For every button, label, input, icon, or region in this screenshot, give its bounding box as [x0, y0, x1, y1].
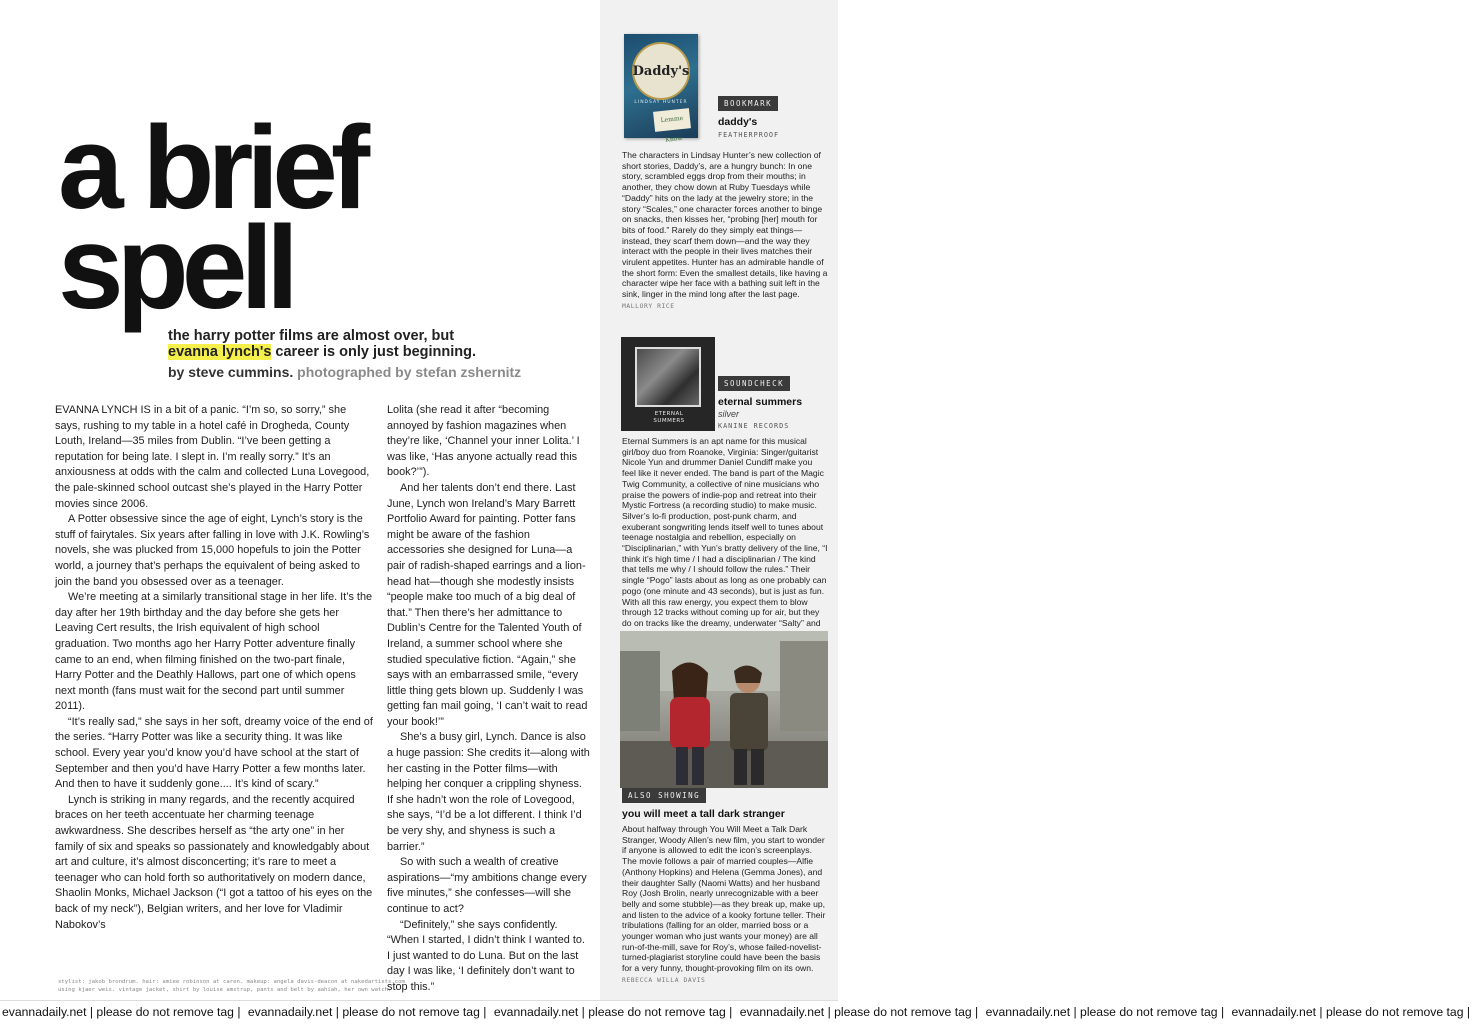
byline-photographer: photographed by stefan zshernitz	[293, 364, 522, 380]
soundcheck-label: KANINE RECORDS	[718, 422, 790, 430]
headline-line-1: a brief	[58, 102, 364, 234]
bookmark-label: FEATHERPROOF	[718, 131, 780, 139]
also-showing-title: you will meet a tall dark stranger	[622, 808, 785, 820]
soundcheck-text: Eternal Summers is an apt name for this musical girl/boy duo from Roanoke, Virginia: Singer/guitarist Nicole Yun and drummer Daniel Cundiff make you feel like it never ended. The band is part of the Magic Twig Community, a collective of nine musicians who praise the powers of indie-pop and retreat into their Mystic Fortress (a recording studio) to make music. Silver’s lo-fi production, post-punk charm, and exuberant songwriting lends itself well to tunes about teenage nostalgia and rebellion, especially on “Disciplinarian,” with Yun’s bratty delivery of the line, “I think it’s high time / I had a disciplinarian / The kind that tells me why / I should follow the rules.” Their single “Pogo” lasts about as long as one probably can pogo (one minute and 43 seconds), but is just as fun. With all this raw energy, you expect them to blow through 12 tracks without coming up for air, but they do on tracks like the dreamy, underwater “Salty” and	[622, 436, 828, 628]
paragraph: “It’s really sad,” she says in her soft, dreamy voice of the end of the series. “Harry Potter was like a security thing. It was like school. Every year you’d know you’d have school at the start of September and then you’d have Harry Potter a few months later. And then to have it suddenly gone.... It’s kind of scary.”	[55, 715, 373, 791]
album-cover-text: ETERNAL SUMMERS	[653, 411, 685, 424]
also-showing-text: About halfway through You Will Meet a Talk Dark Stranger, Woody Allen’s new film, you start to wonder if anyone is allowed to edit the icon’s screenplays. The movie follows a pair of married couples—Alfie (Anthony Hopkins) and Helena (Gemma Jones), and their daughter Sally (Naomi Watts) and her husband Roy (Josh Brolin, nearly unrecognizable with a beer belly and some stubble)—as they break up, make up, and listen to the advice of a kooky fortune teller. Their tribulations (falling for an older, married boss or a younger woman who just wants your money) are all run-of-the-mill, save for Roy’s, whose failed-novelist-turned-plagiarist storyline could have been the basis for a very funny, thought-provoking film on its own.	[622, 824, 826, 974]
dek-line-2	[168, 344, 588, 360]
soundcheck-title: eternal summers	[718, 396, 803, 408]
bookmark-review	[622, 150, 828, 313]
dek-line-1: the harry potter films are almost over, but	[168, 328, 455, 344]
book-cover-image	[624, 34, 698, 144]
paragraph: So with such a wealth of creative aspirations—“my ambitions change every five minutes,” she confesses—will she continue to act?	[387, 856, 587, 915]
watermark-text: evannadaily.net | please do not remove tag |	[247, 1005, 487, 1019]
headline	[58, 102, 598, 334]
book-cover-author: LINDSAY HUNTER	[634, 100, 688, 105]
photo-credits	[58, 978, 598, 994]
paragraph: And her talents don’t end there. Last June, Lynch won Ireland’s Mary Barrett Portfolio Award for painting. Potter fans might be aware of the fashion accessories she designed for Luna—a pair of radish-shaped earrings and a lion-head hat—though she modestly insists “people make too much of a big deal of that.” Then there’s her admittance to Dublin’s Centre for the Talented Youth of Ireland, a summer school where she studied speculative fiction. “Again,” she says with an embarrassed smile, “every little thing gets blown up. Suddenly I was getting fan mail going, ‘I can’t wait to read your book!’”	[387, 481, 588, 728]
soundcheck-subtitle: silver	[718, 409, 740, 419]
watermark-text: evannadaily.net | please do not remove tag |	[1231, 1005, 1471, 1019]
byline	[168, 365, 598, 380]
watermark-text: evannadaily.net | please do not remove tag |	[985, 1005, 1225, 1019]
soundcheck-review	[622, 436, 828, 654]
paragraph: “Definitely,” she says confidently. “When I started, I didn’t think I wanted to. I just wanted to do Luna. But on the last day I was like, ‘I definitely don’t want to stop this.”	[387, 918, 585, 993]
also-showing-review	[622, 824, 828, 987]
paragraph: Lolita (she read it after “becoming annoyed by fashion magazines when they’re like, ‘Channel your inner Lolita.’ I was like, ‘Has anyone actually read this book?’”).	[387, 404, 580, 479]
book-cover-title: Daddy's	[632, 42, 690, 100]
bookmark-signature: MALLORY RICE	[622, 302, 675, 310]
paragraph: EVANNA LYNCH IS in a bit of a panic. “I’m so, so sorry,” she says, rushing to my table in a hotel café in Drogheda, County Louth, Ireland—35 miles from Dublin. “I’ve been getting a reputation for being late. I slept in. I’m really sorry.” It’s an anxiousness at odds with the calm and collected Luna Lovegood, the pale-skinned school outcast she’s played in the Harry Potter movies since 2006.	[55, 404, 370, 510]
dek	[168, 328, 588, 360]
credits-line-1: stylist: jakob brondrum. hair: amiee robinson at caren. makeup: angela davis-deacon at nakedartists.com	[58, 979, 405, 985]
bookmark-text: The characters in Lindsay Hunter’s new collection of short stories, Daddy’s, are a hungry bunch: In one story, scrambled eggs drop from their mouths; in another, they chow down at Ruby Tuesdays while “Daddy” hits on the lady at the jewelry store; in the story “Scales,” one character forces another to binge on snacks, then kisses her, “probing [her] mouth for bits of food.” Rarely do they simply eat things—instead, they scarf them down—and the way they interact with the people in their lives matches their virulent appetites. Hunter has an admirable handle of the short form: Even the smallest details, like having a character wipe her face with a bathing suit left in the sink, linger in the mind long after the last page.	[622, 150, 828, 300]
paragraph: Lynch is striking in many regards, and the recently acquired braces on her teeth accentuate her charming teenage awkwardness. She describes herself as “the arty one” in her family of six and speaks so passionately and knowledgably about art and culture, it’s almost disconcerting; it’s rare to meet a teenager who can hold forth so authoritatively on modern dance, Shaolin Monks, Michael Jackson (“I got a tattoo of his eyes on the back of my neck”), Belgian writers, and her love for Vladimir Nabokov’s	[55, 793, 373, 931]
album-cover-art	[635, 347, 701, 407]
headline-line-2: spell	[58, 202, 292, 334]
movie-still-art	[620, 631, 828, 788]
also-showing-tag: ALSO SHOWING	[622, 788, 706, 803]
also-showing-signature: REBECCA WILLA DAVIS	[622, 976, 706, 984]
watermark-text: evannadaily.net | please do not remove tag |	[493, 1005, 733, 1019]
dek-rest: career is only just beginning.	[271, 344, 477, 360]
dek-highlight: evanna lynch's	[168, 344, 272, 360]
article-column-2	[387, 403, 590, 996]
watermark-text: evannadaily.net | please do not remove tag |	[2, 1005, 241, 1019]
paragraph: She’s a busy girl, Lynch. Dance is also a huge passion: She credits it—along with her casting in the Potter films—with helping her conquer a crippling shyness. If she hadn’t won the role of Lovegood, she says, “I’d be a lot different. I think I’d be very shy, and shyness is such a barrier.”	[387, 731, 590, 853]
bookmark-tag: BOOKMARK	[718, 96, 778, 111]
watermark-text: evannadaily.net | please do not remove tag |	[739, 1005, 979, 1019]
album-cover-image	[621, 337, 715, 431]
soundcheck-tag: SOUNDCHECK	[718, 376, 790, 391]
article-column-1	[55, 403, 373, 933]
book-cover-tag: Lemme Know	[653, 108, 691, 132]
credits-line-2: using kjaer weis. vintage jacket, shirt by louise amstrup, pants and belt by aahiah, her own watch.	[58, 987, 392, 993]
movie-still-image	[620, 631, 828, 788]
paragraph: We’re meeting at a similarly transitional stage in her life. It’s the day after her 19th birthday and the day before she gets her Leaving Cert results, the Irish equivalent of high school graduation. Two months ago her Harry Potter adventure finally came to an end, when filming finished on the two-part finale, Harry Potter and the Deathly Hallows, part one of which opens next month (fans must wait for the second part until summer 2011).	[55, 591, 373, 713]
byline-author: by steve cummins.	[168, 364, 294, 380]
bookmark-title: daddy's	[718, 116, 758, 128]
watermark-footer	[0, 1000, 1471, 1024]
paragraph: A Potter obsessive since the age of eight, Lynch’s story is the stuff of fairytales. Six years after falling in love with J.K. Rowling’s novels, she was plucked from 15,000 hopefuls to join the Potter world, a journey that’s perhaps the equivalent of being asked to join the band you obsessed over as a teenager.	[55, 513, 370, 588]
